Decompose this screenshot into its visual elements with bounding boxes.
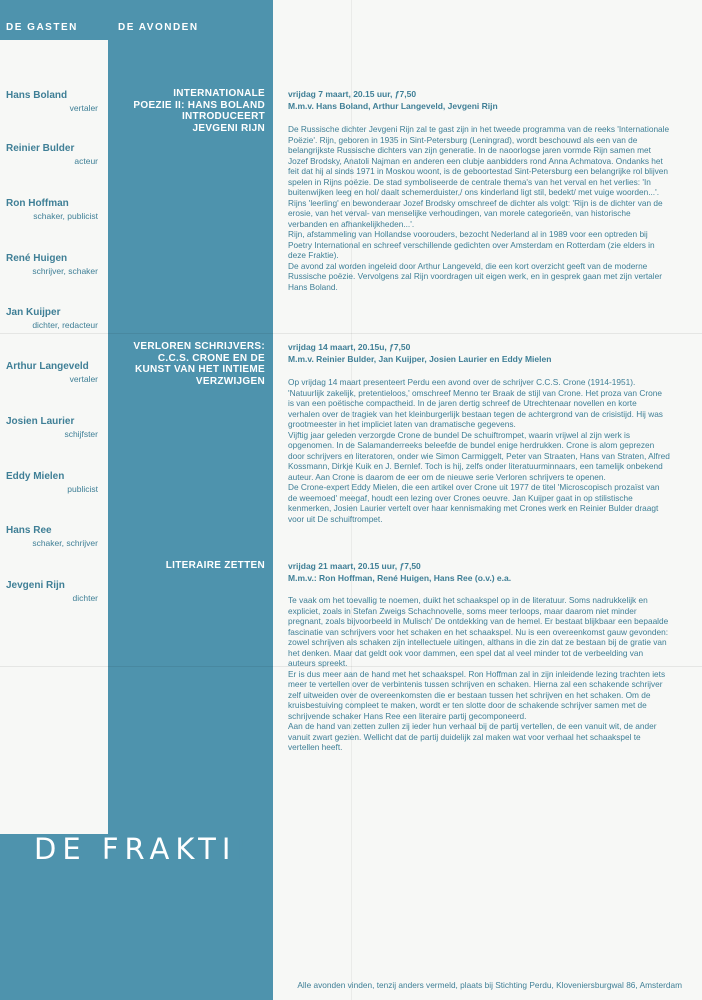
guest-name: Reinier Bulder xyxy=(6,143,75,154)
event-title-line: VERLOREN SCHRIJVERS: xyxy=(133,341,265,352)
event-participants: M.m.v. Reinier Bulder, Jan Kuijper, Josien Laurier en Eddy Mielen xyxy=(288,354,552,364)
footer-note: Alle avonden vinden, tenzij anders vermeld, plaats bij Stichting Perdu, Kloveniersburgwal 86, Amsterdam xyxy=(297,980,682,990)
guest-role: schaker, schrijver xyxy=(32,538,98,548)
guest-role: dichter xyxy=(72,593,98,603)
guest-name: René Huigen xyxy=(6,253,68,264)
guest-role: dichter, redacteur xyxy=(32,320,98,330)
event-description xyxy=(288,124,670,292)
masthead-title xyxy=(34,832,261,866)
paragraph: De Russische dichter Jevgeni Rijn zal te gast zijn in het tweede programma van de reeks 'Internationale Poëzie'. Rijn, geboren in 1935 in Sint-Petersburg (Leningrad), wordt beschouwd als een van de belangrijkste Russische dichters van zijn generatie. In de naoorlogse jaren vormde Rijn samen met Jozef Brodsky, Anatoli Najman en anderen een clubje aanbidders rond Anna Achmatova. Ondanks het feit dat hij al sinds 1971 in Moskou woont, is de geboortestad Sint-Petersburg een belangrijke rol blijven spelen in Rijns poëzie. De stad symboliseerde de centrale thema's van het verval en het verlies: 'In buitenwijken leeg en hol/ daalt schemerduister,/ ons kinderland ligt stil, bedekt/ met vuige woorden...'. xyxy=(288,124,670,197)
event-title xyxy=(112,88,265,134)
paragraph: Rijns 'leerling' en bewonderaar Jozef Brodsky omschreef de dichter als volgt: 'Rijn is de dichter van de erosie, van het verval- van menselijke verhoudingen, van morele categorieën, van historische verbanden en afhankelijkheden...'. xyxy=(288,197,663,229)
event-participants: M.m.v. Hans Boland, Arthur Langeveld, Jevgeni Rijn xyxy=(288,101,498,111)
paragraph: De Crone-expert Eddy Mielen, die een artikel over Crone uit 1977 de titel 'Microscopisch prozaïst van de weemoed' meegaf, houdt een lezing over Crones oeuvre. Jan Kuijper gaat in op stilistische kenmerken, Josien Laurier vertelt over haar kennismaking met Crones werk en Reinier Bulder draagt voor uit De schuiftrompet. xyxy=(288,482,660,524)
header-gasten: DE GASTEN xyxy=(6,22,78,33)
event-meta xyxy=(288,88,668,112)
event-title-line: POEZIE II: HANS BOLAND xyxy=(133,99,265,111)
event-date: vrijdag 7 maart, 20.15 uur, ƒ7,50 xyxy=(288,89,417,99)
event-title-line: KUNST VAN HET INTIEME xyxy=(134,364,265,375)
guest-name: Jevgeni Rijn xyxy=(6,580,65,591)
guest-name: Arthur Langeveld xyxy=(6,361,89,372)
guest-name: Hans Ree xyxy=(6,525,52,536)
event-title-line: LITERAIRE ZETTEN xyxy=(165,560,265,571)
event-description xyxy=(288,595,670,753)
guest-role: schrijver, schaker xyxy=(32,266,98,276)
event-meta xyxy=(288,560,668,584)
event-date: vrijdag 14 maart, 20.15u, ƒ7,50 xyxy=(288,342,411,352)
guest-name: Jan Kuijper xyxy=(6,307,61,318)
paragraph: Aan de hand van zetten zullen zij ieder hun verhaal bij de partij vertellen, de een vanuit wit, de ander vanuit zwart gezien. Wellicht dat de partij duidelijk zal maken wat voor verhaal het schaakspel te vertellen heeft. xyxy=(288,721,657,752)
event-participants: M.m.v.: Ron Hoffman, René Huigen, Hans Ree (o.v.) e.a. xyxy=(288,573,512,583)
header-avonden: DE AVONDEN xyxy=(118,22,199,33)
masthead-part2: E xyxy=(236,832,261,866)
guest-name: Hans Boland xyxy=(6,90,68,101)
paragraph: Vijftig jaar geleden verzorgde Crone de bundel De schuiftrompet, waarin vrijwel al zijn werk is opgenomen. In de Salamanderreeks beleefde de bundel enige herdrukken. Crone is alom geprezen door schrijvers en literatoren, onder wie Simon Carmiggelt, Peter van Straaten, Hans van Straten, Alfred Kossmann, Dirkje Kuik en J. Bernlef. Toch is hij, zelfs onder literatuurminnaars, een tamelijk onbekend auteur. Aan Crone is daarom de eer om de nieuwe serie Verloren schrijvers te openen. xyxy=(288,429,670,482)
guest-role: vertaler xyxy=(69,374,98,384)
event-title-line: JEVGENI RIJN xyxy=(192,122,265,134)
header-band-left xyxy=(0,0,108,40)
event-title xyxy=(112,341,265,387)
guest-name: Josien Laurier xyxy=(6,416,75,427)
event-date: vrijdag 21 maart, 20.15 uur, ƒ7,50 xyxy=(288,561,421,571)
guest-role: schaker, publicist xyxy=(33,211,98,221)
event-title-line: INTRODUCEERT xyxy=(181,111,265,122)
guest-role: schijfster xyxy=(64,429,98,439)
paragraph: De avond zal worden ingeleid door Arthur Langeveld, die een kort overzicht geeft van de moderne Russische poëzie. Vervolgens zal Rijn voordragen uit eigen werk, en in gesprek gaan met zijn vertaler Hans Boland. xyxy=(288,260,663,292)
event-title-line: C.C.S. CRONE EN DE xyxy=(157,352,265,364)
guest-name: Ron Hoffman xyxy=(6,198,69,209)
masthead-part1: DE FRAKTI xyxy=(34,832,237,866)
guest-role: vertaler xyxy=(69,103,98,113)
event-description xyxy=(288,377,670,524)
event-title xyxy=(112,560,265,572)
event-title-line: INTERNATIONALE xyxy=(173,88,265,99)
event-title-line: VERZWIJGEN xyxy=(195,375,265,387)
guest-role: publicist xyxy=(67,484,98,494)
event-meta xyxy=(288,341,668,365)
paragraph: Er is dus meer aan de hand met het schaakspel. Ron Hoffman zal in zijn inleidende lezing trachten iets meer te vertellen over de verbintenis tussen schrijven en schaken. Hierna zal een schakende schrijver zelf uitweiden over de overeenkomsten die er bestaan tussen het schrijven en het schaken. Om de kruisbestuiving compleet te maken, wordt er ten slotte door de schakende schrijver samen met de schrijvende schaker Hans Ree een literaire partij gecomponeerd. xyxy=(288,668,666,721)
guest-role: acteur xyxy=(74,156,98,166)
paragraph: Te vaak om het toevallig te noemen, duikt het schaakspel op in de literatuur. Soms nadrukkelijk en expliciet, zoals in Stefan Zweigs Schachnovelle, soms meer terloops, maar daarom niet minder pregnant, zoals bijvoorbeeld in Mulisch' De ontdekking van de hemel. Er bestaat blijkbaar een bepaalde fascinatie van schrijvers voor het schaken en het schaakspel. Nu is een overeenkomst gauw gevonden: zowel schrijven als schaken zijn intellectuele uitingen, althans in die zin dat ze bestaan bij de gratie van het denken. Maar dat geldt ook voor dammen, een spel dat al veel minder tot de verbeelding van auteurs spreekt. xyxy=(288,595,669,668)
guest-name: Eddy Mielen xyxy=(6,471,65,482)
paragraph: Op vrijdag 14 maart presenteert Perdu een avond over de schrijver C.C.S. Crone (1914-1951). 'Natuurlijk zakelijk, pretentieloos,' omschreef Menno ter Braak de stijl van Crone. Het proza van Crone is van een poëtische compactheid. In de jaren dertig schreef de Utrechtenaar novellen en korte verhalen over de tragiek van het kleinburgerlijk bestaan tegen de achtergrond van de crisistijd. Hij was grootmeester in het impliciet laten van dramatische gegevens. xyxy=(288,377,663,429)
paragraph: Rijn, afstammeling van Hollandse voorouders, bezocht Nederland al in 1989 voor een optreden bij Poetry International en schreef verschillende gedichten over Amsterdam en Rotterdam (zie elders in deze Fraktie). xyxy=(288,229,655,260)
